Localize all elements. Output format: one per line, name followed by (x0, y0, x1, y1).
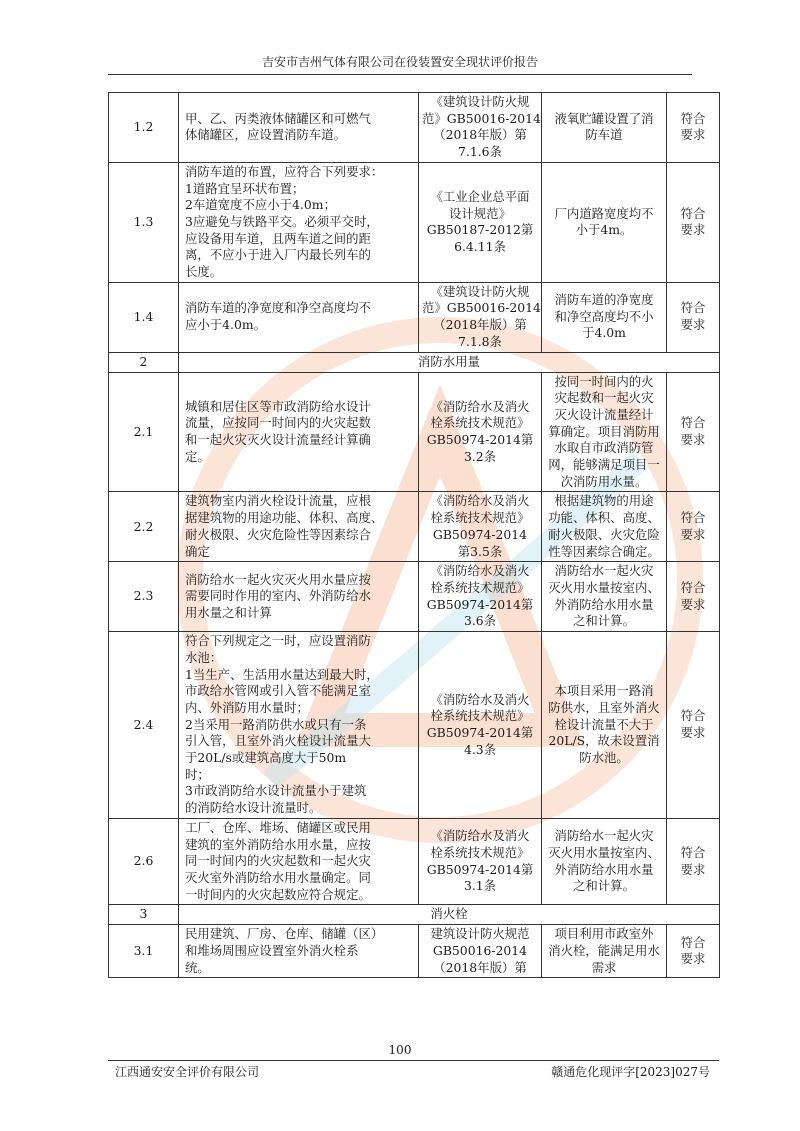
basis-cell-line: 《消防给水及消火 (430, 563, 530, 579)
actual-cell-line: 水取自市政消防管 (554, 440, 654, 456)
result-cell-line: 要求 (680, 127, 706, 143)
basis-cell-line: 栓系统技术规范》 (430, 844, 530, 860)
actual-cell-line: 外消防给水用水量 (554, 861, 654, 877)
item-number: 3.1 (109, 925, 179, 978)
basis-cell (419, 818, 542, 905)
actual-cell-line: 消防车道的净宽度 (554, 292, 654, 308)
requirement-cell-line: 2车道宽度不应小于4.0m； (185, 197, 336, 213)
basis-cell-line: 范》GB50016-2014 (422, 300, 541, 316)
requirement-cell-line: 建筑物室内消火栓设计流量，应根 (185, 493, 371, 509)
basis-cell-line: 范》GB50016-2014 (422, 110, 541, 126)
result-cell (667, 632, 720, 819)
item-number: 1.3 (109, 162, 179, 282)
requirement-cell-line: 时； (185, 766, 210, 782)
basis-cell-line: 《建筑设计防火规 (430, 283, 530, 299)
requirement-cell-line: 引入管，且室外消火栓设计流量大 (185, 733, 371, 749)
basis-cell-line: 栓系统技术规范》 (430, 579, 530, 595)
basis-cell-line: 3.6条 (463, 613, 497, 629)
requirement-cell-line: 离，不应小于进入厂内最长列车的 (185, 247, 371, 263)
requirement-cell-line: 1道路宜呈环状布置； (185, 180, 305, 196)
result-cell-line: 符合 (680, 934, 706, 950)
footer-company: 江西通安安全评价有限公司 (115, 1065, 260, 1079)
basis-cell-line: 栓系统技术规范》 (430, 510, 530, 526)
requirement-cell-line: 耐火极限、火灾危险性等因素综合 (185, 526, 371, 542)
basis-cell-line: 4.3条 (463, 741, 497, 757)
result-cell-line: 要求 (680, 596, 706, 612)
basis-cell (419, 925, 542, 978)
requirement-cell-line: 同一时间内的火灾起数和一起火灾 (185, 853, 371, 869)
basis-cell (419, 162, 542, 282)
actual-cell-line: 灾起数和一起火灾 (554, 390, 654, 406)
basis-cell-line: （2018年版）第 (433, 317, 527, 333)
actual-cell-line: 防水池。 (579, 750, 629, 766)
requirement-cell-line: 定。 (185, 448, 210, 464)
table-row (109, 282, 720, 352)
result-cell-line: 要求 (680, 222, 706, 238)
section-number: 2 (109, 352, 179, 372)
actual-cell (542, 562, 667, 632)
basis-cell-line: 栓系统技术规范》 (430, 415, 530, 431)
item-number: 1.4 (109, 282, 179, 352)
result-cell (667, 818, 720, 905)
item-number: 2.4 (109, 632, 179, 819)
basis-cell (419, 632, 542, 819)
basis-cell-line: 《消防给水及消火 (430, 398, 530, 414)
item-number: 2.6 (109, 818, 179, 905)
result-cell-line: 符合 (680, 415, 706, 431)
actual-cell (542, 818, 667, 905)
actual-cell-line: 厂内道路宽度均不 (554, 205, 654, 221)
section-row (109, 905, 720, 925)
requirement-cell (179, 925, 419, 978)
basis-cell-line: 6.4.11条 (454, 238, 506, 254)
actual-cell (542, 282, 667, 352)
requirement-cell-line: 消防给水一起火灾灭火用水量应按 (185, 571, 371, 587)
table-row (109, 492, 720, 562)
basis-cell-line: 3.1条 (463, 878, 497, 894)
actual-cell-line: 液氧贮罐设置了消 (554, 110, 654, 126)
section-number: 3 (109, 905, 179, 925)
basis-cell-line: 3.2条 (463, 448, 497, 464)
actual-cell (542, 492, 667, 562)
result-cell-line: 符合 (680, 579, 706, 595)
actual-cell (542, 93, 667, 163)
requirement-cell (179, 93, 419, 163)
basis-cell-line: 7.1.8条 (458, 333, 502, 349)
basis-cell-line: 《工业企业总平面 (430, 188, 530, 204)
result-cell (667, 162, 720, 282)
item-number: 2.1 (109, 372, 179, 492)
requirement-cell (179, 282, 419, 352)
result-cell-line: 符合 (680, 110, 706, 126)
basis-cell-line: 设计规范》 (449, 205, 511, 221)
requirement-cell-line: 用水量之和计算 (185, 605, 272, 621)
actual-cell-line: 项目利用市政室外 (554, 926, 654, 942)
requirement-cell-line: 工厂、仓库、堆场、储罐区或民用 (185, 819, 371, 835)
basis-cell-line: 7.1.6条 (458, 144, 502, 160)
requirement-cell-line: 流量，应按同一时间内的火灾起数 (185, 415, 371, 431)
actual-cell-line: 之和计算。 (573, 878, 635, 894)
page-number: 100 (388, 1043, 412, 1057)
basis-cell-line: （2018年版）第 (433, 127, 527, 143)
result-cell (667, 562, 720, 632)
table-row (109, 162, 720, 282)
basis-cell-line: GB50974-2014第 (426, 724, 534, 740)
actual-cell-line: 消火栓，能满足用水 (548, 943, 660, 959)
requirement-cell-line: 需要同时作用的室内、外消防给水 (185, 588, 371, 604)
actual-cell-line: 次消防用水量。 (560, 473, 648, 489)
basis-cell (419, 562, 542, 632)
actual-cell-line: 需求 (591, 959, 617, 975)
requirement-cell-line: 体储罐区，应设置消防车道。 (185, 127, 347, 143)
item-number: 1.2 (109, 93, 179, 163)
requirement-cell-line: 市政给水管网或引入管不能满足室 (185, 683, 371, 699)
actual-cell-line: 消防给水一起火灾 (554, 828, 654, 844)
basis-cell-line: GB50974-2014 (432, 526, 528, 542)
requirement-cell-line: 城镇和居住区等市政消防给水设计 (185, 398, 371, 414)
result-cell-line: 符合 (680, 510, 706, 526)
basis-cell-line: 第3.5条 (457, 543, 503, 559)
actual-cell-line: 算确定。项目消防用 (548, 423, 660, 439)
actual-cell-line: 和净空高度均不小 (554, 308, 654, 324)
table-row (109, 632, 720, 819)
basis-cell-line: 栓系统技术规范》 (430, 708, 530, 724)
requirement-cell (179, 162, 419, 282)
actual-cell-line: 防供水，且室外消火 (548, 699, 660, 715)
result-cell-line: 符合 (680, 205, 706, 221)
section-row (109, 352, 720, 372)
actual-cell-line: 小于4m。 (575, 222, 633, 238)
basis-cell-line: GB50187-2012第 (426, 222, 534, 238)
actual-cell-line: 栓设计流量不大于 (554, 716, 654, 732)
requirement-cell-line: 消防车道的净宽度和净空高度均不 (185, 300, 371, 316)
requirement-cell (179, 632, 419, 819)
inspection-table (108, 92, 720, 978)
actual-cell-line: 消防给水一起火灾 (554, 563, 654, 579)
requirement-cell-line: 民用建筑、厂房、仓库、储罐（区） (185, 926, 384, 942)
actual-cell-line: 耐火极限、火灾危险 (548, 526, 660, 542)
requirement-cell-line: 据建筑物的用途功能、体积、高度、 (185, 510, 384, 526)
basis-cell (419, 93, 542, 163)
actual-cell-line: 根据建筑物的用途 (554, 493, 654, 509)
table-row (109, 372, 720, 492)
basis-cell-line: GB50016-2014 (432, 943, 528, 959)
table-row (109, 562, 720, 632)
basis-cell-line: GB50974-2014第 (426, 596, 534, 612)
section-title: 消防水用量 (179, 352, 720, 372)
requirement-cell-line: 甲、乙、丙类液体储罐区和可燃气 (185, 110, 371, 126)
requirement-cell-line: 长度。 (185, 264, 223, 280)
requirement-cell-line: 符合下列规定之一时，应设置消防 (185, 633, 371, 649)
basis-cell-line: 《消防给水及消火 (430, 828, 530, 844)
requirement-cell-line: 水池： (185, 649, 223, 665)
requirement-cell-line: 3应避免与铁路平交。必须平交时， (185, 213, 379, 229)
actual-cell (542, 162, 667, 282)
actual-cell (542, 632, 667, 819)
requirement-cell-line: 内、外消防用水量时； (185, 699, 309, 715)
result-cell (667, 492, 720, 562)
basis-cell-line: 《消防给水及消火 (430, 691, 530, 707)
footer-report-number: 赣通危化现评字[2023]027号 (551, 1065, 710, 1079)
basis-cell (419, 282, 542, 352)
result-cell-line: 符合 (680, 300, 706, 316)
requirement-cell (179, 818, 419, 905)
requirement-cell-line: 灭火室外消防给水用水量确定。同 (185, 869, 371, 885)
result-cell-line: 要求 (680, 432, 706, 447)
basis-cell-line: GB50974-2014第 (426, 432, 534, 447)
actual-cell-line: 灭火设计流量经计 (554, 406, 654, 422)
result-cell (667, 372, 720, 492)
header-rule (108, 74, 692, 75)
basis-cell-line: 建筑设计防火规范 (430, 926, 530, 942)
actual-cell (542, 372, 667, 492)
table-row (109, 925, 720, 978)
result-cell (667, 93, 720, 163)
item-number: 2.2 (109, 492, 179, 562)
footer-rule (108, 1060, 719, 1061)
requirement-cell-line: 和堆场周围应设置室外消火栓系 (185, 943, 359, 959)
actual-cell-line: 防车道 (585, 127, 623, 143)
result-cell-line: 要求 (680, 724, 706, 740)
basis-cell-line: （2018年版）第 (433, 959, 527, 975)
actual-cell-line: 于4.0m (582, 325, 626, 341)
table-row (109, 93, 720, 163)
result-cell-line: 要求 (680, 317, 706, 333)
requirement-cell-line: 1当生产、生活用水量达到最大时， (185, 666, 379, 682)
basis-cell (419, 372, 542, 492)
requirement-cell-line: 应小于4.0m。 (185, 317, 267, 333)
result-cell-line: 符合 (680, 708, 706, 724)
requirement-cell-line: 2当采用一路消防供水或只有一条 (185, 716, 367, 732)
requirement-cell-line: 一时间内的火灾起数应符合规定。 (185, 886, 371, 902)
basis-cell-line: 《建筑设计防火规 (430, 94, 530, 109)
requirement-cell-line: 应设备用车道，且两车道之间的距 (185, 230, 371, 246)
actual-cell-line: 按同一时间内的火 (554, 373, 654, 389)
result-cell-line: 要求 (680, 951, 706, 967)
basis-cell-line: GB50974-2014第 (426, 861, 534, 877)
requirement-cell (179, 562, 419, 632)
actual-cell-line: 灭火用水量按室内、 (548, 844, 660, 860)
actual-cell-line: 之和计算。 (573, 613, 635, 629)
actual-cell-line: 20L/S，故未设置消 (548, 733, 660, 749)
requirement-cell-line: 统。 (185, 959, 210, 975)
table-row (109, 818, 720, 905)
actual-cell-line: 功能、体积、高度、 (548, 510, 660, 526)
requirement-cell-line: 于20L/s或建筑高度大于50m (185, 750, 347, 766)
requirement-cell-line: 确定 (185, 543, 210, 559)
actual-cell-line: 网，能够满足项目一 (548, 457, 660, 473)
page-header: 吉安市吉州气体有限公司在役装置安全现状评价报告 (261, 55, 538, 69)
requirement-cell-line: 消防车道的布置，应符合下列要求： (185, 163, 384, 179)
actual-cell (542, 925, 667, 978)
item-number: 2.3 (109, 562, 179, 632)
actual-cell-line: 灭火用水量按室内、 (548, 579, 660, 595)
requirement-cell-line: 的消防给水设计流量时。 (185, 800, 322, 816)
requirement-cell (179, 492, 419, 562)
requirement-cell-line: 和一起火灾灭火设计流量经计算确 (185, 432, 371, 447)
result-cell (667, 282, 720, 352)
actual-cell-line: 本项目采用一路消 (554, 683, 654, 699)
result-cell (667, 925, 720, 978)
actual-cell-line: 外消防给水用水量 (554, 596, 654, 612)
section-title: 消火栓 (179, 905, 720, 925)
basis-cell (419, 492, 542, 562)
result-cell-line: 要求 (680, 861, 706, 877)
basis-cell-line: 《消防给水及消火 (430, 493, 530, 509)
requirement-cell-line: 3市政消防给水设计流量小于建筑 (185, 783, 367, 799)
requirement-cell (179, 372, 419, 492)
result-cell-line: 要求 (680, 526, 706, 542)
inspection-table-body (109, 93, 720, 978)
actual-cell-line: 性等因素综合确定。 (548, 543, 660, 559)
result-cell-line: 符合 (680, 844, 706, 860)
requirement-cell-line: 建筑的室外消防给水用水量，应按 (185, 836, 371, 852)
